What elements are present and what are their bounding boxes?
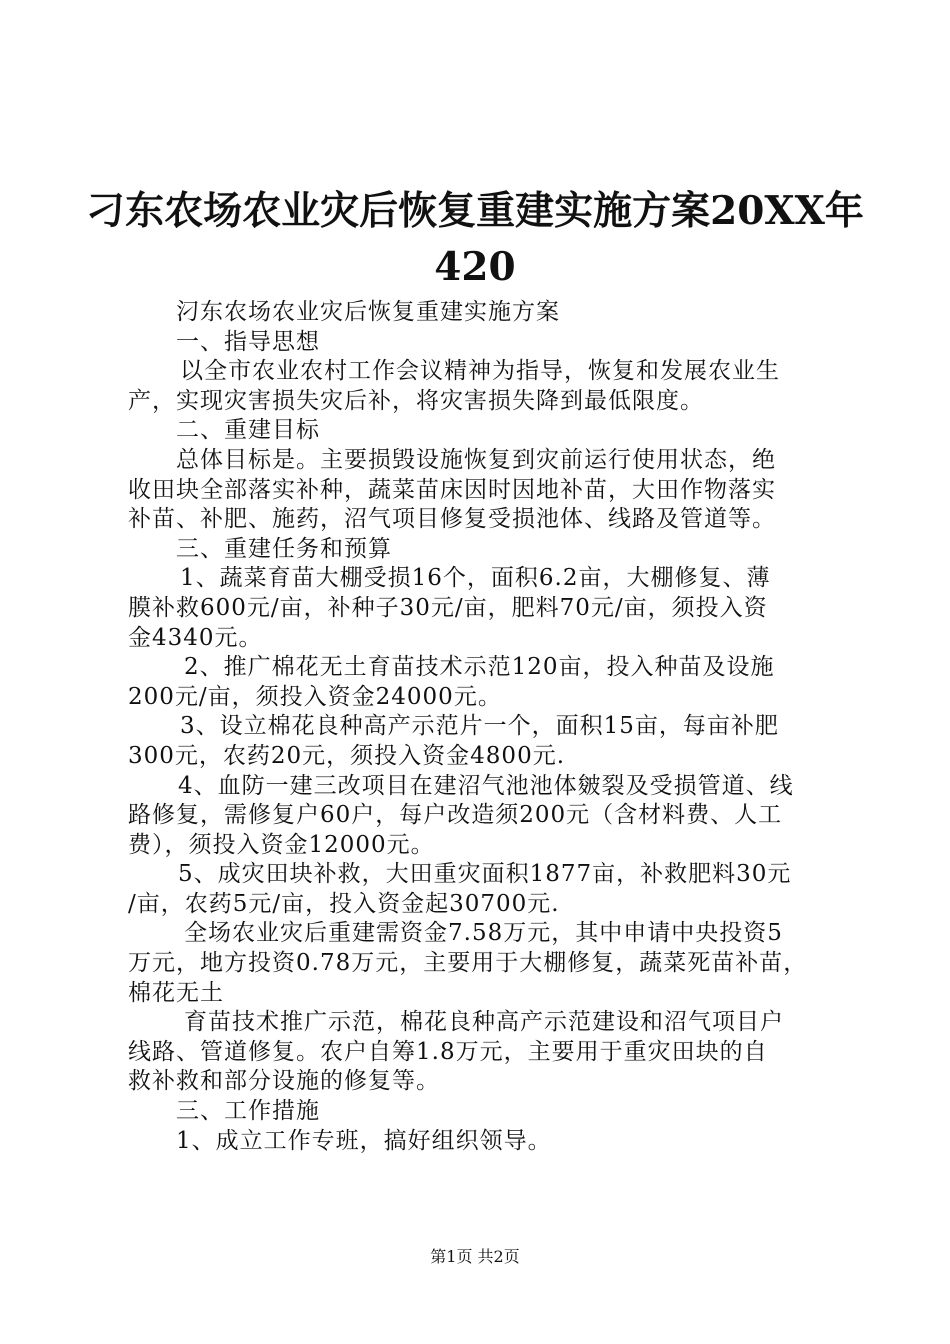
body-line: 总体目标是。主要损毁设施恢复到灾前运行使用状态，绝 bbox=[176, 446, 776, 473]
document-title-line-1: 刁东农场农业灾后恢复重建实施方案20XX年 bbox=[86, 188, 864, 234]
body-line: 一、指导思想 bbox=[176, 328, 320, 355]
body-line: 救补救和部分设施的修复等。 bbox=[128, 1068, 440, 1095]
body-line: 4、血防一建三改项目在建沼气池池体皴裂及受损管道、线 bbox=[178, 772, 794, 799]
body-line: 补苗、补肥、施药，沼气项目修复受损池体、线路及管道等。 bbox=[128, 506, 776, 533]
body-line: 线路、管道修复。农户自筹1.8万元，主要用于重灾田块的自 bbox=[128, 1038, 768, 1065]
body-line: 1、蔬菜育苗大棚受损16个，面积6.2亩，大棚修复、薄 bbox=[180, 565, 771, 592]
body-line: 产，实现灾害损失灾后补，将灾害损失降到最低限度。 bbox=[128, 387, 704, 414]
body-line: 膜补救600元/亩，补种子30元/亩，肥料70元/亩，须投入资 bbox=[128, 594, 768, 621]
body-line: 收田块全部落实补种，蔬菜苗床因时因地补苗，大田作物落实 bbox=[128, 476, 776, 503]
body-line: 万元，地方投资0.78万元，主要用于大棚修复，蔬菜死苗补苗， bbox=[128, 950, 808, 977]
body-line: 棉花无土 bbox=[128, 979, 224, 1006]
page-footer: 第1页 共2页 bbox=[430, 1247, 520, 1266]
body-line: 金4340元。 bbox=[128, 624, 263, 651]
body-line: 育苗技术推广示范，棉花良种高产示范建设和沼气项目户 bbox=[184, 1009, 784, 1036]
body-line: 费），须投入资金12000元。 bbox=[128, 831, 435, 858]
body-line: 2、推广棉花无土育苗技术示范120亩，投入种苗及设施 bbox=[184, 654, 775, 681]
body-line: 二、重建目标 bbox=[176, 417, 320, 444]
body-line: 路修复，需修复户60户，每户改造须200元（含材料费、人工 bbox=[128, 802, 783, 829]
body-line: 以全市农业农村工作会议精神为指导，恢复和发展农业生 bbox=[180, 358, 780, 385]
body-line: 200元/亩，须投入资金24000元。 bbox=[128, 683, 502, 710]
body-line: 三、工作措施 bbox=[176, 1098, 320, 1125]
body-line: 1、成立工作专班，搞好组织领导。 bbox=[176, 1127, 552, 1154]
body-line: 三、重建任务和预算 bbox=[176, 535, 392, 562]
body-line: 3、设立棉花良种高产示范片一个，面积15亩，每亩补肥 bbox=[180, 713, 779, 740]
body-line: 5、成灾田块补救，大田重灾面积1877亩，补救肥料30元 bbox=[178, 861, 792, 888]
document-body bbox=[128, 298, 840, 1156]
body-line: /亩，农药5元/亩，投入资金起30700元. bbox=[128, 890, 560, 917]
body-line: 300元，农药20元，须投入资金4800元. bbox=[128, 742, 566, 769]
body-line: 全场农业灾后重建需资金7.58万元，其中申请中央投资5 bbox=[184, 920, 783, 947]
document-title-line-2: 420 bbox=[434, 244, 516, 290]
body-line: 汈东农场农业灾后恢复重建实施方案 bbox=[176, 299, 560, 325]
